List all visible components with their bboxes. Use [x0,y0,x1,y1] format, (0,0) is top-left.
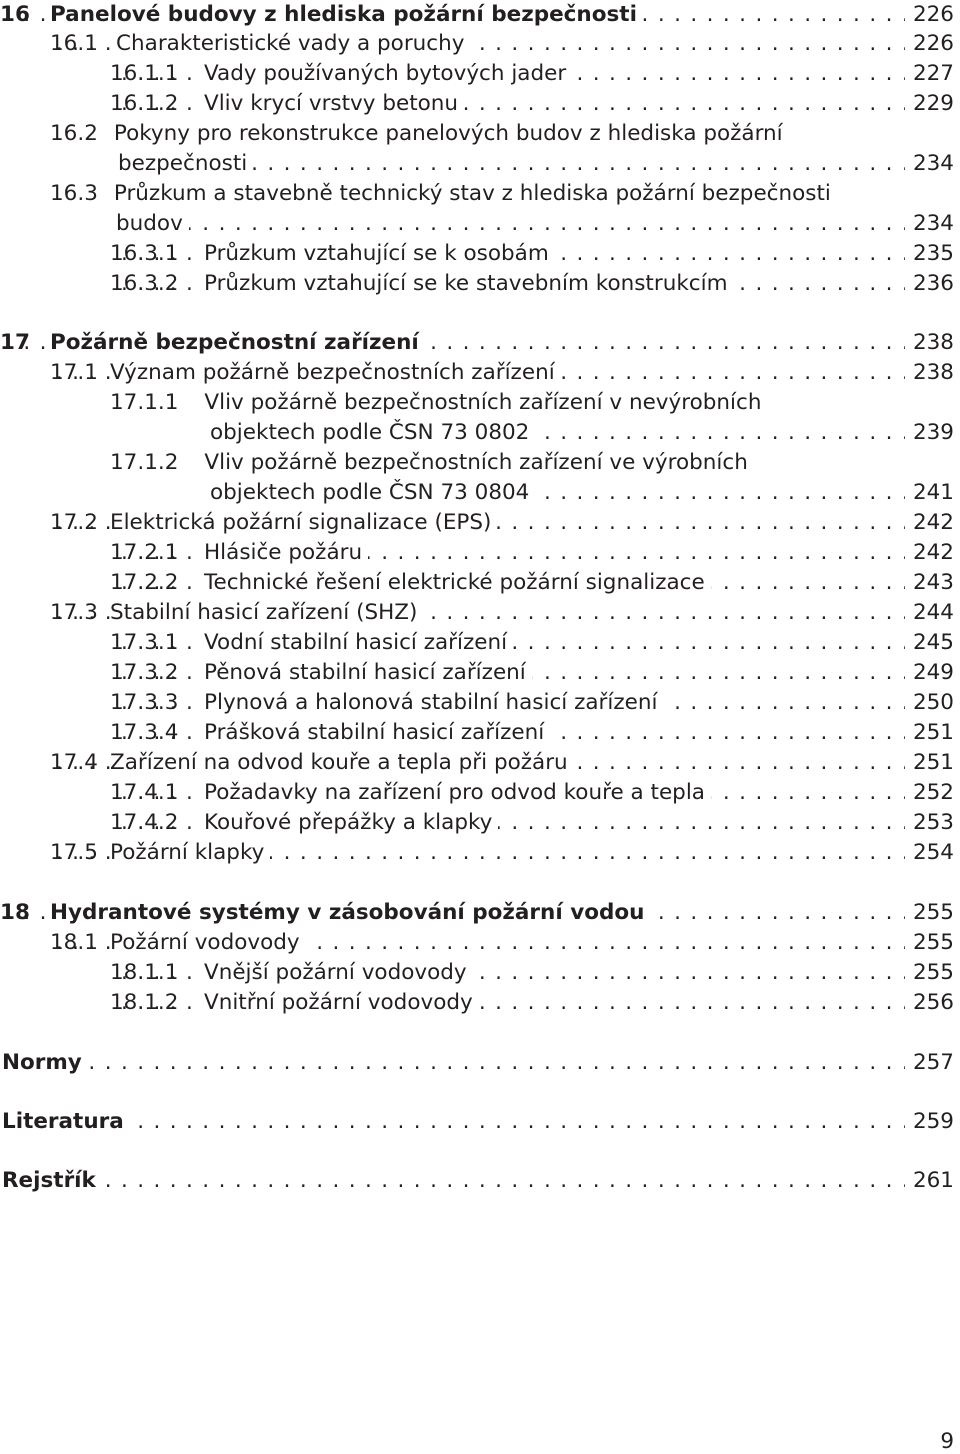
toc-page-ref: 235 [905,239,954,269]
toc-number: 17 [0,330,30,355]
toc-page-ref: 259 [905,1107,954,1137]
toc-number: 17.3.3 [110,690,179,715]
toc-title: Průzkum vztahující se k osobám [204,239,555,269]
toc-number: 18 [0,900,30,925]
toc-title: Vliv požárně bezpečnostních zařízení ve výrobních [204,450,748,475]
toc-number: 16.3.2 [110,271,179,296]
toc-page-ref: 251 [905,718,954,748]
toc-title: Rejstřík [2,1166,102,1196]
toc-entry-16-1-1[interactable] [110,59,954,89]
toc-title: Pěnová stabilní hasicí zařízení [204,658,532,688]
toc-entry-17-2-2[interactable] [110,568,954,598]
toc-entry-17-3-3[interactable] [110,688,954,718]
toc-page-ref: 226 [905,29,954,59]
page-number: 9 [940,1429,954,1454]
toc-page-ref: 241 [905,478,954,508]
toc-title: Požárně bezpečnostní zařízení [50,328,425,358]
toc-title: Průzkum a stavebně technický stav z hlediska požární bezpečnosti [113,181,831,206]
toc-number: 18.1 [50,930,98,955]
toc-title: Vnější požární vodovody [204,958,473,988]
toc-entry-16[interactable] [0,0,954,30]
toc-entry-normy[interactable] [2,1048,954,1078]
toc-title: Pokyny pro rekonstrukce panelových budov z hlediska požární [113,121,783,146]
toc-entry-17-5[interactable] [50,838,954,868]
toc-entry-16-3-1[interactable] [110,239,954,269]
toc-title: Technické řešení elektrické požární signalizace [204,568,711,598]
toc-number: 16.3 [50,181,98,206]
toc-number: 17.1.2 [110,450,179,475]
toc-number: 17.3.1 [110,630,179,655]
toc-number: 17.3.2 [110,660,179,685]
toc-page-ref: 250 [905,688,954,718]
toc-page-ref: 234 [905,149,954,179]
toc-title: Vliv požárně bezpečnostních zařízení v nevýrobních [204,390,762,415]
toc-title: Požární klapky [110,838,270,868]
toc-entry-17-4-1[interactable] [110,778,954,808]
toc-entry-17-1-1[interactable] [110,388,761,418]
toc-title-cont: objektech podle ČSN 73 0804 [210,478,535,508]
toc-title: Panelové budovy z hlediska požární bezpečnosti [50,0,643,30]
toc-title: Elektrická požární signalizace (EPS) [110,508,497,538]
toc-entry-17-3[interactable] [50,598,954,628]
toc-title: Literatura [2,1107,130,1137]
toc-number: 16.2 [50,121,98,146]
toc-title: Vliv krycí vrstvy betonu [204,89,464,119]
toc-entry-16-2[interactable] [50,119,783,149]
toc-number: 17.1.1 [110,390,179,415]
toc-page-ref: 242 [905,538,954,568]
toc-entry-17-3-1[interactable] [110,628,954,658]
toc-entry-17[interactable] [0,328,954,358]
toc-entry-16-3-2[interactable] [110,269,954,299]
toc-page-ref: 257 [905,1048,954,1078]
toc-entry-rejstrik[interactable] [2,1166,954,1196]
toc-number: 17.2.1 [110,540,179,565]
toc-title: Kouřové přepážky a klapky [204,808,498,838]
toc-entry-17-3-2[interactable] [110,658,954,688]
toc-entry-17-2[interactable] [50,508,954,538]
toc-number: 16 [0,2,30,27]
toc-title: Vady používaných bytových jader [204,59,572,89]
toc-page-ref: 256 [905,988,954,1018]
toc-title: Zařízení na odvod kouře a tepla při požáru [110,748,574,778]
toc-page-ref: 251 [905,748,954,778]
toc-entry-17-2-1[interactable] [110,538,954,568]
toc-number: 16.1 [50,31,98,56]
toc-title: Normy [2,1048,88,1078]
toc-entry-16-3[interactable] [50,179,831,209]
toc-page-ref: 255 [905,928,954,958]
toc-number: 17.4.2 [110,810,179,835]
toc-entry-17-1[interactable] [50,358,954,388]
toc-page-ref: 244 [905,598,954,628]
toc-title: Hlásiče požáru [204,538,368,568]
toc-title: Stabilní hasicí zařízení (SHZ) [110,598,423,628]
toc-page-ref: 226 [905,0,954,30]
toc-title: Charakteristické vady a poruchy [116,29,470,59]
toc-entry-18-1-2[interactable] [110,988,954,1018]
toc-number: 17.4.1 [110,780,179,805]
toc-title: Význam požárně bezpečnostních zařízení [110,358,561,388]
toc-entry-17-1-2[interactable] [110,448,748,478]
toc-page-ref: 238 [905,358,954,388]
toc-page-ref: 227 [905,59,954,89]
toc-page-ref: 254 [905,838,954,868]
toc-number: 17.2.2 [110,570,179,595]
toc-page-ref: 243 [905,568,954,598]
toc-title: Požární vodovody [110,928,306,958]
toc-title: Hydrantové systémy v zásobování požární vodou [50,898,650,928]
toc-page-ref: 236 [905,269,954,299]
toc-number: 18.1.2 [110,990,179,1015]
toc-number: 16.1.1 [110,61,179,86]
toc-page-ref: 242 [905,508,954,538]
toc-page-ref: 255 [905,958,954,988]
toc-page-ref: 229 [905,89,954,119]
toc-entry-18-1-1[interactable] [110,958,954,988]
toc-page-ref: 255 [905,898,954,928]
toc-entry-17-4-2[interactable] [110,808,954,838]
toc-page-ref: 249 [905,658,954,688]
toc-page-ref: 261 [905,1166,954,1196]
toc-page-ref: 239 [905,418,954,448]
toc-page-ref: 238 [905,328,954,358]
toc-title: Průzkum vztahující se ke stavebním konstrukcím [204,269,734,299]
toc-title: Požadavky na zařízení pro odvod kouře a tepla [204,778,711,808]
toc-number: 17.3 [50,600,98,625]
toc-entry-17-1-1-cont[interactable] [210,418,954,448]
toc-entry-16-2-cont[interactable] [118,149,954,179]
toc-entry-17-4[interactable] [50,748,954,778]
toc-entry-18[interactable] [0,898,954,928]
toc-number: 16.3.1 [110,241,179,266]
toc-entry-16-1[interactable] [50,29,954,59]
toc-entry-16-1-2[interactable] [110,89,954,119]
toc-title-cont: bezpečnosti [118,149,253,179]
toc-number: 17.4 [50,750,98,775]
toc-entry-18-1[interactable] [50,928,954,958]
toc-title: Prášková stabilní hasicí zařízení [204,718,550,748]
toc-title-cont: objektech podle ČSN 73 0802 [210,418,535,448]
toc-title: Vnitřní požární vodovody [204,988,479,1018]
toc-number: 16.1.2 [110,91,179,116]
toc-page-ref: 253 [905,808,954,838]
toc-number: 17.2 [50,510,98,535]
toc-title-cont: budov [116,209,189,239]
toc-entry-17-3-4[interactable] [110,718,954,748]
toc-title: Plynová a halonová stabilní hasicí zařízení [204,688,663,718]
toc-number: 17.1 [50,360,98,385]
toc-entry-17-1-2-cont[interactable] [210,478,954,508]
toc-title: Vodní stabilní hasicí zařízení [204,628,513,658]
toc-page-ref: 234 [905,209,954,239]
toc-page-ref: 252 [905,778,954,808]
toc-entry-literatura[interactable] [2,1107,954,1137]
toc-number: 18.1.1 [110,960,179,985]
toc-entry-16-3-cont[interactable] [116,209,954,239]
toc-page-ref: 245 [905,628,954,658]
toc-number: 17.3.4 [110,720,179,745]
toc-number: 17.5 [50,840,98,865]
